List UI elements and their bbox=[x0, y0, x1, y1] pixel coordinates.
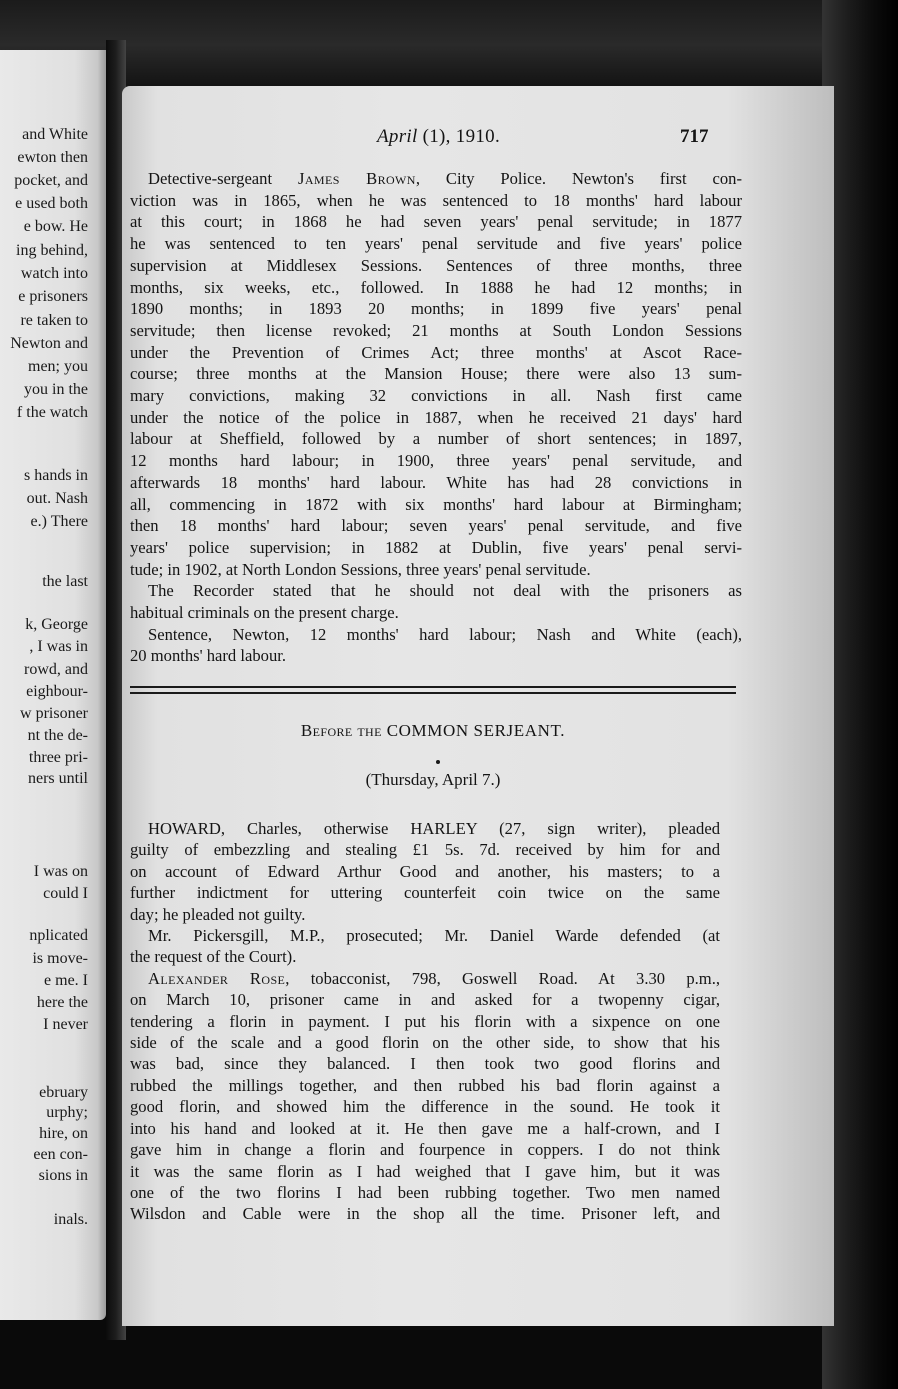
text-line: all, commencing in 1872 with six months' hard labour at Birmingham; bbox=[130, 494, 742, 514]
left-page-fragment: is move- bbox=[32, 950, 88, 967]
section-heading bbox=[130, 721, 736, 741]
section-heading-prefix: Before the bbox=[300, 721, 382, 740]
text-line: then 18 months' hard labour; seven years' penal servitude, and five bbox=[130, 516, 742, 536]
text-line: tude; in 1902, at North London Sessions, three years' penal servitude. bbox=[130, 559, 591, 579]
text-line: years' police supervision; in 1882 at Dublin, five years' penal servi- bbox=[130, 537, 742, 557]
text-line: 1890 months; in 1893 20 months; in 1899 five years' penal bbox=[130, 299, 742, 319]
text-line: day; he pleaded not guilty. bbox=[130, 904, 306, 924]
left-page-fragment: out. Nash bbox=[26, 490, 88, 507]
page-number: 717 bbox=[680, 126, 709, 147]
text-line: Mr. Pickersgill, M.P., prosecuted; Mr. Daniel Warde defended (at bbox=[148, 926, 720, 946]
left-page-edge bbox=[0, 50, 106, 1320]
left-page-fragment: the last bbox=[42, 573, 88, 590]
left-page-fragment: urphy; bbox=[46, 1104, 88, 1121]
text-line: course; three months at the Mansion House; there were also 13 sum- bbox=[130, 364, 742, 384]
text-line: Wilsdon and Cable were in the shop all the time. Prisoner left, and bbox=[130, 1204, 720, 1224]
left-page-fragment: pocket, and bbox=[14, 172, 88, 189]
left-page-fragment: w prisoner bbox=[20, 705, 88, 722]
text-line: supervision at Middlesex Sessions. Sentences of three months, three bbox=[130, 255, 742, 275]
left-page-fragment: re taken to bbox=[20, 312, 88, 329]
left-page-fragment: nplicated bbox=[29, 927, 88, 944]
text-line: labour at Sheffield, followed by a number of short sentences; in 1897, bbox=[130, 429, 742, 449]
left-page-fragment: hire, on bbox=[39, 1125, 88, 1142]
text-line: he was sentenced to ten years' penal servitude and five years' police bbox=[130, 234, 742, 254]
text-line: rubbed the millings together, and then rubbed his bad florin against a bbox=[130, 1075, 720, 1095]
text-line: the request of the Court). bbox=[130, 947, 297, 967]
text-line: on account of Edward Arthur Good and another, his masters; to a bbox=[130, 861, 720, 881]
running-header-title: April (1), 1910. bbox=[377, 126, 501, 147]
left-page-fragment: nt the de- bbox=[27, 727, 88, 744]
left-page-fragment: , I was in bbox=[29, 638, 88, 655]
text-line: Alexander Rose, tobacconist, 798, Goswell Road. At 3.30 p.m., bbox=[148, 968, 720, 988]
text-line: good florin, and showed him the difference in the sound. He took it bbox=[130, 1097, 720, 1117]
left-page-fragment: e used both bbox=[15, 195, 88, 212]
left-page-fragment: sions in bbox=[38, 1167, 88, 1184]
left-page-fragment: f the watch bbox=[16, 404, 88, 421]
text-line: gave him in change a florin and fourpence in coppers. I do not think bbox=[130, 1140, 720, 1160]
ink-speck bbox=[436, 760, 440, 764]
left-page-fragment: could I bbox=[43, 885, 88, 902]
text-line: 12 months hard labour; in 1900, three years' penal servitude, and bbox=[130, 451, 742, 471]
text-line: it was the same florin as I had weighed that I gave him, but it was bbox=[130, 1161, 720, 1181]
left-page-fragment: ebruary bbox=[39, 1084, 88, 1101]
left-page-fragment: watch into bbox=[20, 265, 88, 282]
scan-top-border bbox=[0, 0, 898, 100]
text-line: Sentence, Newton, 12 months' hard labour; Nash and White (each), bbox=[148, 624, 742, 644]
left-page-fragment: three pri- bbox=[28, 749, 88, 766]
text-line: into his hand and looked at it. He then gave me a half-crown, and I bbox=[130, 1118, 720, 1138]
text-line: further indictment for uttering counterfeit coin twice on the same bbox=[130, 883, 720, 903]
text-line: at this court; in 1868 he had seven years' penal servitude; in 1877 bbox=[130, 212, 742, 232]
text-line: was bad, since they balanced. I then took two good florins and bbox=[130, 1054, 720, 1074]
left-page-fragment: Newton and bbox=[10, 335, 88, 352]
section-heading-court: COMMON SERJEANT. bbox=[386, 721, 566, 740]
text-line: on March 10, prisoner came in and asked for a twopenny cigar, bbox=[130, 990, 720, 1010]
text-line: The Recorder stated that he should not deal with the prisoners as bbox=[148, 581, 742, 601]
text-line: side of the scale and a good florin on the other side, to show that his bbox=[130, 1033, 720, 1053]
running-header bbox=[122, 126, 834, 154]
left-page-fragment: een con- bbox=[33, 1146, 88, 1163]
text-line: habitual criminals on the present charge. bbox=[130, 603, 399, 623]
left-page-fragment: e.) There bbox=[30, 513, 88, 530]
text-line: viction was in 1865, when he was sentenced to 18 months' hard labour bbox=[130, 190, 742, 210]
top-section-text bbox=[130, 168, 742, 667]
left-page-fragment: I never bbox=[43, 1016, 88, 1033]
left-page-fragment: e prisoners bbox=[18, 288, 88, 305]
left-page-fragment: men; you bbox=[28, 358, 88, 375]
text-line: one of the two florins I had been rubbing together. Two men named bbox=[130, 1182, 720, 1202]
text-line: HOWARD, Charles, otherwise HARLEY (27, sign writer), pleaded bbox=[148, 819, 720, 838]
text-line: Detective-sergeant James Brown, City Police. Newton's first con- bbox=[148, 169, 742, 188]
left-page-fragment: ners until bbox=[28, 770, 88, 787]
text-line: tendering a florin in payment. I put his florin with a sixpence on one bbox=[130, 1011, 720, 1031]
left-page-fragment: inals. bbox=[53, 1211, 88, 1228]
left-page-fragment: here the bbox=[36, 994, 88, 1011]
text-line: under the Prevention of Crimes Act; three months' at Ascot Race- bbox=[130, 342, 742, 362]
left-page-fragment: and White bbox=[22, 126, 88, 143]
left-page-fragment: e me. I bbox=[44, 972, 88, 989]
left-page-fragment: eighbour- bbox=[26, 683, 88, 700]
left-page-fragment: you in the bbox=[24, 381, 88, 398]
left-page-fragment: s hands in bbox=[24, 467, 88, 484]
text-line: mary convictions, making 32 convictions in all. Nash first came bbox=[130, 386, 742, 406]
text-line: afterwards 18 months' hard labour. White has had 28 convictions in bbox=[130, 472, 742, 492]
text-line: months, six weeks, etc., followed. In 1888 he had 12 months; in bbox=[130, 277, 742, 297]
text-line: under the notice of the police in 1887, when he received 21 days' hard bbox=[130, 407, 742, 427]
left-page-fragment: k, George bbox=[25, 616, 88, 633]
text-line: 20 months' hard labour. bbox=[130, 646, 287, 666]
text-line: servitude; then license revoked; 21 months at South London Sessions bbox=[130, 320, 742, 340]
bottom-section-text bbox=[130, 818, 720, 1225]
left-page-fragment: I was on bbox=[33, 863, 88, 880]
left-page-fragment: rowd, and bbox=[24, 661, 88, 678]
text-line: guilty of embezzling and stealing £1 5s. 7d. received by him for and bbox=[130, 840, 720, 860]
section-double-rule bbox=[130, 686, 736, 694]
left-page-fragment: e bow. He bbox=[23, 218, 88, 235]
section-date: (Thursday, April 7.) bbox=[365, 770, 501, 789]
left-page-fragment: ing behind, bbox=[16, 242, 88, 259]
left-page-fragment: ewton then bbox=[17, 149, 88, 166]
